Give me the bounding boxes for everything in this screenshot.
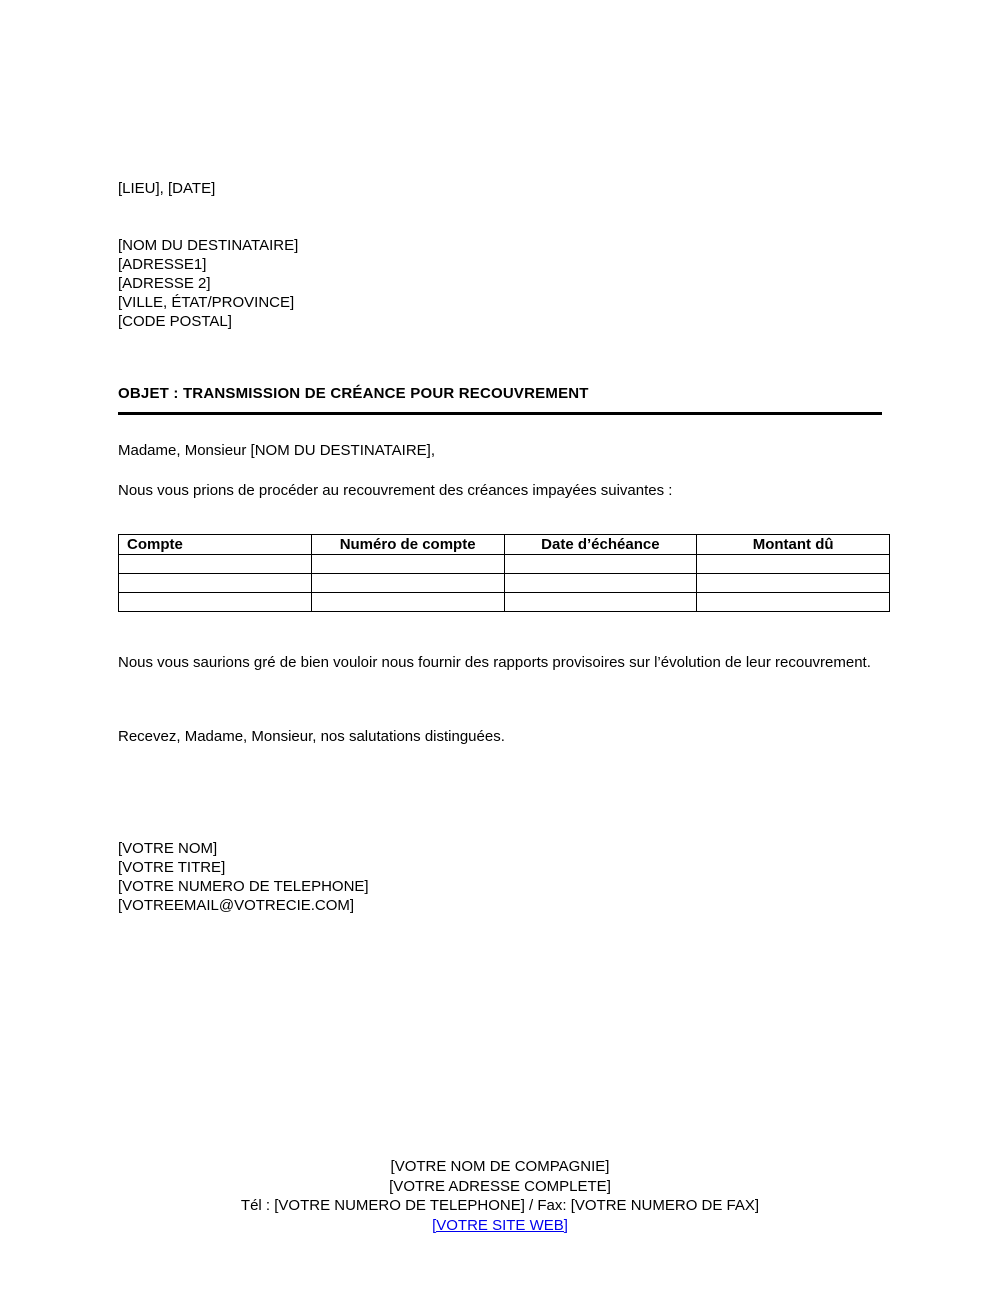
table-row xyxy=(119,574,890,593)
signature-title: [VOTRE TITRE] xyxy=(118,859,226,876)
table-cell xyxy=(697,555,890,574)
intro-paragraph: Nous vous prions de procéder au recouvrement des créances impayées suivantes : xyxy=(118,482,673,499)
place-date: [LIEU], [DATE] xyxy=(118,180,216,197)
recipient-address1: [ADRESSE1] xyxy=(118,256,207,273)
table-cell xyxy=(504,593,697,612)
table-cell xyxy=(311,555,504,574)
footer-website-link[interactable]: [VOTRE SITE WEB] xyxy=(432,1216,568,1234)
table-header-echeance: Date d’échéance xyxy=(504,535,697,555)
signature-phone: [VOTRE NUMERO DE TELEPHONE] xyxy=(118,878,369,895)
table-header-row xyxy=(119,535,890,555)
table-cell xyxy=(119,555,312,574)
footer-company: [VOTRE NOM DE COMPAGNIE] xyxy=(390,1158,610,1175)
table-row xyxy=(119,555,890,574)
table-cell xyxy=(311,593,504,612)
signature-name: [VOTRE NOM] xyxy=(118,840,218,857)
recipient-postal: [CODE POSTAL] xyxy=(118,313,232,330)
recipient-name: [NOM DU DESTINATAIRE] xyxy=(118,237,299,254)
subject-line: OBJET : TRANSMISSION DE CRÉANCE POUR RECOUVREMENT xyxy=(118,385,882,415)
table-row xyxy=(119,593,890,612)
debt-table-wrapper xyxy=(118,534,890,612)
table-cell xyxy=(504,555,697,574)
signature-email: [VOTREEMAIL@VOTRECIE.COM] xyxy=(118,897,355,914)
table-cell xyxy=(697,574,890,593)
table-cell xyxy=(504,574,697,593)
salutation: Madame, Monsieur [NOM DU DESTINATAIRE], xyxy=(118,442,436,459)
table-header-montant: Montant dû xyxy=(697,535,890,555)
recipient-block xyxy=(118,236,890,331)
table-header-compte: Compte xyxy=(119,535,312,555)
footer-address: [VOTRE ADRESSE COMPLETE] xyxy=(389,1177,611,1195)
recipient-city: [VILLE, ÉTAT/PROVINCE] xyxy=(118,294,295,311)
table-cell xyxy=(697,593,890,612)
followup-paragraph: Nous vous saurions gré de bien vouloir nous fournir des rapports provisoires sur l’évolution de leur recouvrement. xyxy=(118,654,871,671)
footer-block xyxy=(0,1157,1000,1235)
closing-paragraph: Recevez, Madame, Monsieur, nos salutations distinguées. xyxy=(118,728,505,745)
table-cell xyxy=(311,574,504,593)
footer-tel-fax: Tél : [VOTRE NUMERO DE TELEPHONE] / Fax: [VOTRE NUMERO DE FAX] xyxy=(240,1197,760,1214)
recipient-address2: [ADRESSE 2] xyxy=(118,275,211,292)
debt-table xyxy=(118,534,890,612)
table-cell xyxy=(119,574,312,593)
footer-website-line xyxy=(0,1216,1000,1236)
table-cell xyxy=(119,593,312,612)
table-header-numero: Numéro de compte xyxy=(311,535,504,555)
signature-block xyxy=(118,839,890,915)
